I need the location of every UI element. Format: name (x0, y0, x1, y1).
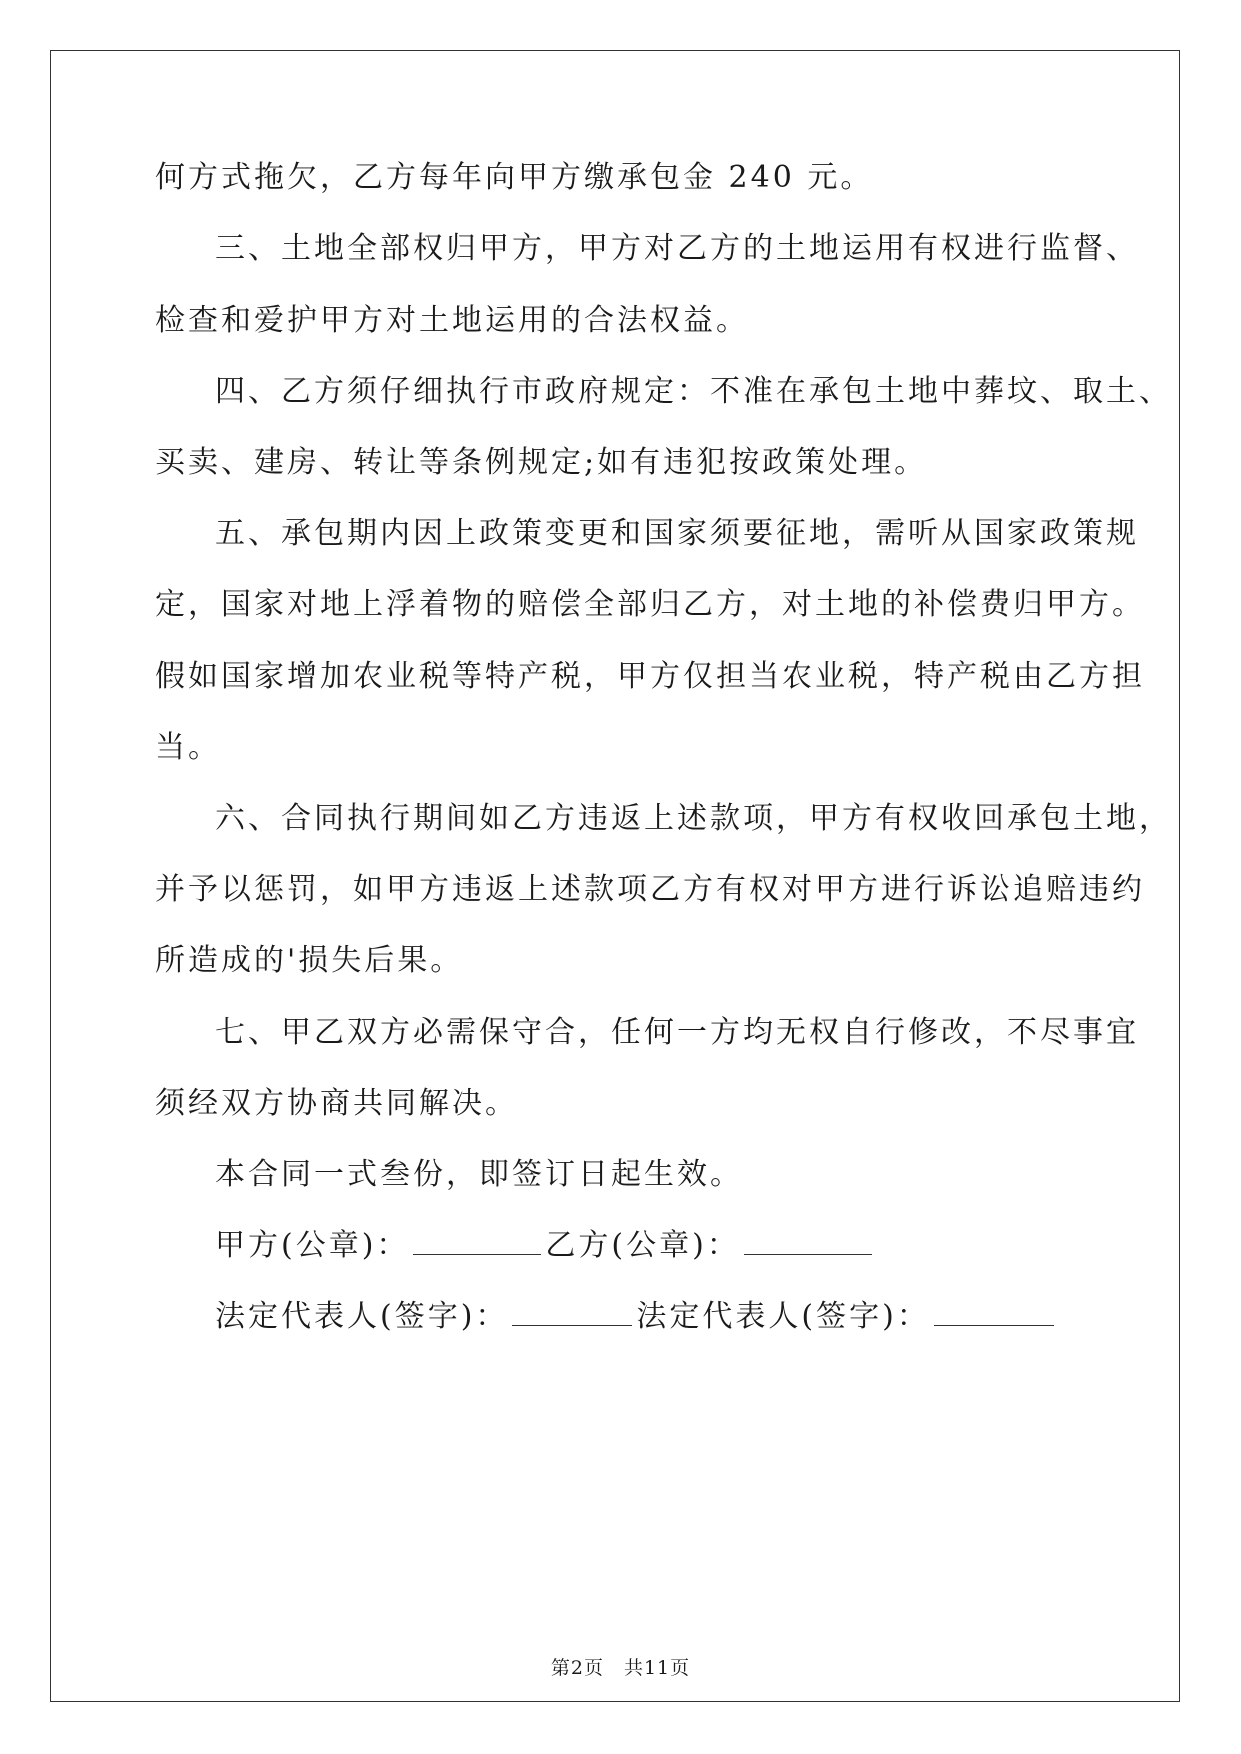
rep-a-label: 法定代表人(签字)： (215, 1299, 509, 1334)
body-line: 四、乙方须仔细执行市政府规定：不准在承包土地中葬坟、取土、 (215, 374, 1172, 409)
party-a-label: 甲方(公章)： (215, 1228, 410, 1263)
body-line: 须经双方协商共同解决。 (155, 1086, 518, 1121)
signature-line-representatives (215, 1297, 1058, 1337)
body-line: 本合同一式叁份，即签订日起生效。 (215, 1157, 743, 1192)
body-line: 三、土地全部权归甲方，甲方对乙方的土地运用有权进行监督、 (215, 231, 1139, 266)
body-line: 五、承包期内因上政策变更和国家须要征地，需听从国家政策规 (215, 516, 1139, 551)
party-b-label: 乙方(公章)： (545, 1228, 740, 1263)
rep-a-blank (512, 1297, 632, 1326)
party-b-blank (744, 1226, 872, 1255)
body-line: 并予以惩罚，如甲方违返上述款项乙方有权对甲方进行诉讼追赔违约 (155, 872, 1145, 907)
body-line: 何方式拖欠，乙方每年向甲方缴承包金 240 元。 (155, 160, 874, 195)
body-line: 定，国家对地上浮着物的赔偿全部归乙方，对土地的补偿费归甲方。 (155, 587, 1145, 622)
body-line: 检查和爱护甲方对土地运用的合法权益。 (155, 303, 749, 338)
rep-b-blank (934, 1297, 1054, 1326)
body-line: 假如国家增加农业税等特产税，甲方仅担当农业税，特产税由乙方担 (155, 659, 1145, 694)
party-a-blank (413, 1226, 541, 1255)
rep-b-label: 法定代表人(签字)： (636, 1299, 930, 1334)
page-number-footer: 第2页 共11页 (550, 1657, 691, 1679)
signature-line-parties (215, 1226, 876, 1266)
body-line: 当。 (155, 730, 221, 765)
body-line: 所造成的'损失后果。 (155, 943, 464, 978)
body-line: 买卖、建房、转让等条例规定;如有违犯按政策处理。 (155, 445, 928, 480)
body-line: 六、合同执行期间如乙方违返上述款项，甲方有权收回承包土地， (215, 801, 1172, 836)
body-line: 七、甲乙双方必需保守合，任何一方均无权自行修改，不尽事宜 (215, 1015, 1139, 1050)
